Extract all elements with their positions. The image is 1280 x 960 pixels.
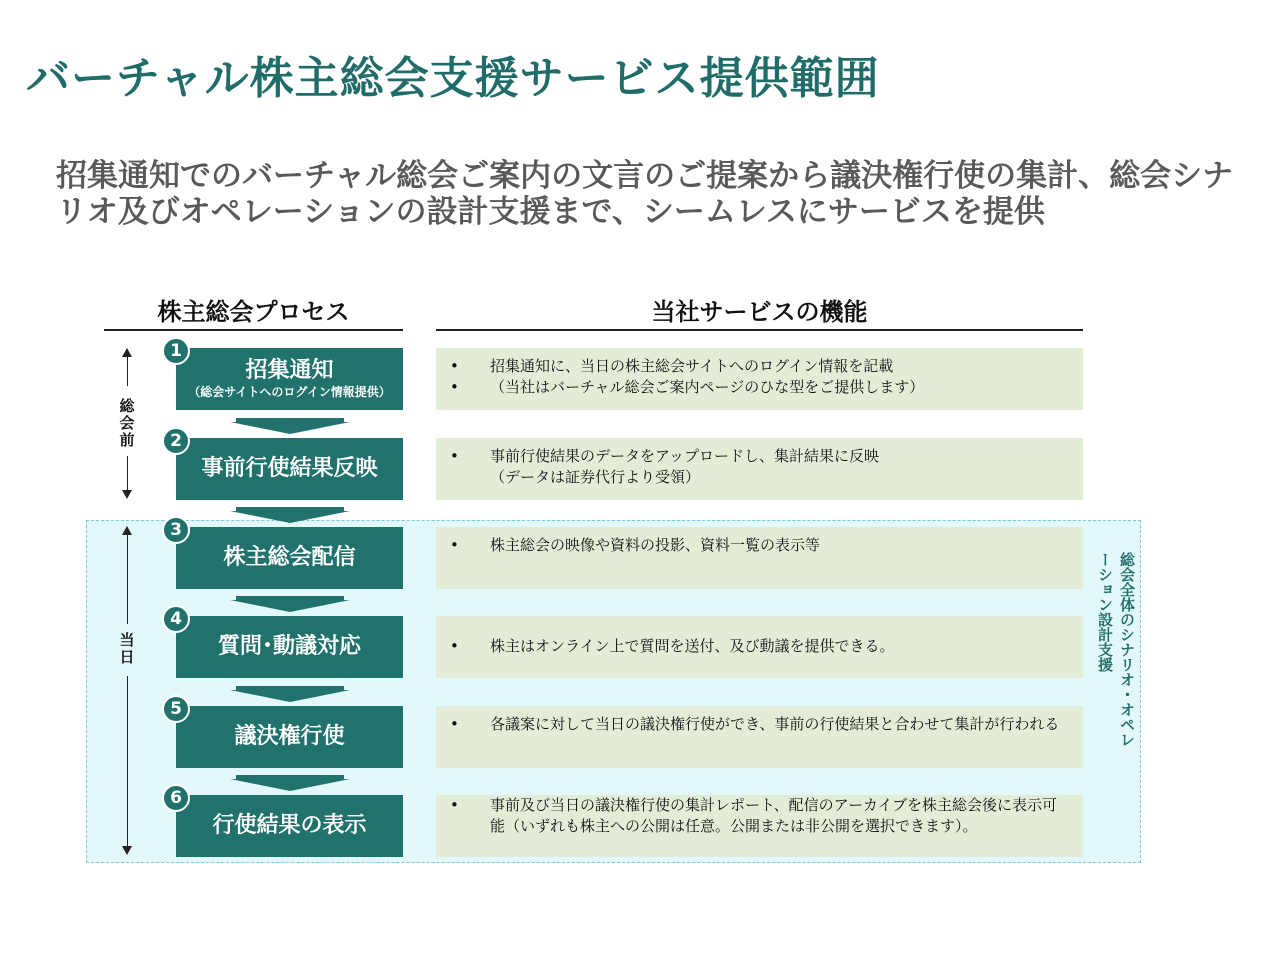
service-desc-3 [436, 527, 1083, 589]
step-connector-arrow [230, 600, 350, 612]
process-column-header: 株主総会プロセス [157, 298, 350, 326]
service-column-header: 当社サービスの機能 [651, 298, 868, 326]
desc-bullet: • 株主はオンライン上で質問を送付、及び動議を提供できる。 [450, 636, 1067, 657]
before-axis-bottom [127, 456, 128, 492]
step-label: 議決権行使 [234, 724, 345, 749]
before-arrow-down [122, 490, 132, 499]
step-3-box [176, 527, 403, 589]
step-6-box [176, 795, 403, 857]
service-desc-6 [436, 795, 1083, 857]
desc-bullet: • 事前行使結果のデータをアップロードし、集計結果に反映 [450, 446, 1067, 467]
desc-bullet: • 各議案に対して当日の議決権行使ができ、事前の行使結果と合わせて集計が行われる [450, 714, 1067, 735]
step-number-badge: 2 [162, 427, 190, 455]
day-arrow-down [122, 846, 132, 855]
step-label: 行使結果の表示 [212, 813, 367, 838]
service-desc-5 [436, 706, 1083, 768]
step-number-badge: 5 [162, 695, 190, 723]
step-connector-arrow [230, 511, 350, 523]
scenario-support-label: 総会全体のシナリオ・オペレーション設計支援 [1096, 552, 1136, 747]
page-subtitle: 招集通知でのバーチャル総会ご案内の文言のご提案から議決権行使の集計、総会シナリオ及びオペレーションの設計支援まで、シームレスにサービスを提供 [56, 158, 1234, 230]
desc-bullet: • 招集通知に、当日の株主総会サイトへのログイン情報を記載 [450, 356, 1067, 377]
service-desc-2 [436, 438, 1083, 500]
service-header-rule [436, 329, 1083, 331]
desc-continuation: （データは証券代行より受領） [490, 468, 701, 486]
step-connector-arrow [230, 690, 350, 702]
phase-day-label: 当日 [119, 631, 135, 666]
step-label: 質問･動議対応 [217, 634, 361, 659]
desc-bullet: • 事前及び当日の議決権行使の集計レポート、配信のアーカイブを株主総会後に表示可能（いずれも株主への公開は任意。公開または非公開を選択できます）。 [450, 795, 1067, 837]
day-axis-bottom [127, 676, 128, 848]
step-sublabel: （総会サイトへのログイン情報提供） [188, 385, 391, 399]
process-header-rule [104, 329, 403, 331]
step-connector-arrow [230, 422, 350, 434]
step-number-badge: 3 [162, 516, 190, 544]
step-4-box [176, 616, 403, 678]
step-2-box [176, 438, 403, 500]
step-label: 招集通知 [245, 358, 334, 383]
step-number-badge: 1 [162, 337, 190, 365]
desc-bullet: • （当社はバーチャル総会ご案内ページのひな型をご提供します） [450, 377, 1067, 398]
desc-bullet: • 株主総会の映像や資料の投影、資料一覧の表示等 [450, 535, 1067, 556]
before-axis-top [127, 356, 128, 386]
phase-before-label: 総会前 [119, 397, 135, 449]
step-5-box [176, 706, 403, 768]
step-number-badge: 6 [162, 784, 190, 812]
page-title: バーチャル株主総会支援サービス提供範囲 [26, 53, 880, 104]
service-desc-4 [436, 616, 1083, 678]
step-1-box [176, 348, 403, 410]
service-desc-1 [436, 348, 1083, 410]
step-connector-arrow [230, 779, 350, 791]
step-label: 事前行使結果反映 [201, 456, 378, 481]
step-number-badge: 4 [162, 605, 190, 633]
day-axis-top [127, 534, 128, 624]
step-label: 株主総会配信 [223, 545, 356, 570]
